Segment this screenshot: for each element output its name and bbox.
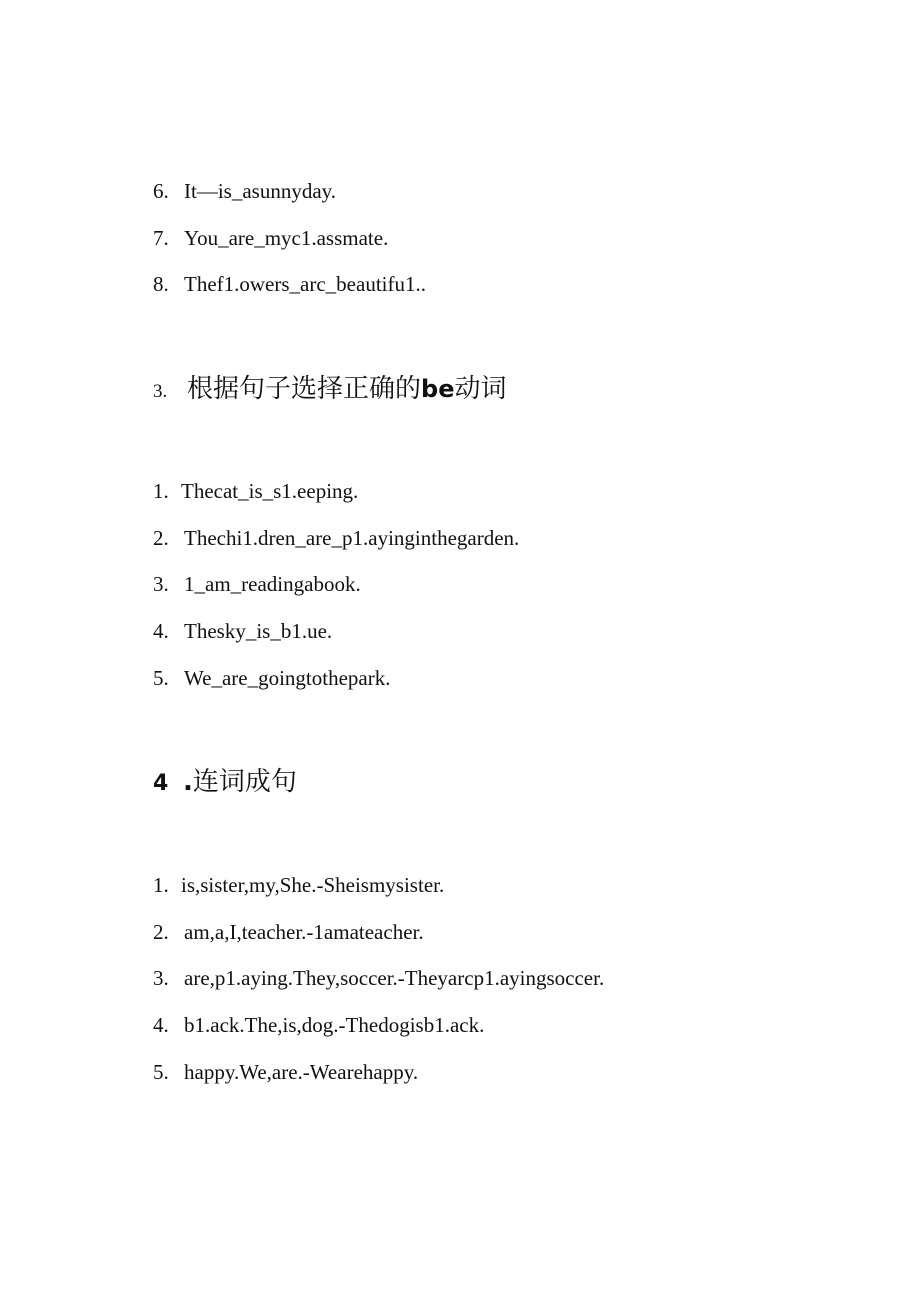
exercise-item — [153, 966, 604, 990]
item-number: 4. — [153, 1013, 169, 1037]
item-text: It—is_asunnyday. — [184, 179, 337, 203]
section-dot: . — [183, 767, 193, 797]
item-number: 2. — [153, 920, 169, 944]
section-title-pre: 根据句子选择正确的 — [187, 374, 422, 404]
item-text: is,sister,my,She.-Sheismysister. — [181, 873, 445, 897]
item-text: are,p1.aying.They,soccer.-Theyarcp1.ayingsoccer. — [184, 966, 605, 990]
item-number: 1. — [153, 479, 169, 503]
section-number: 4 — [153, 771, 169, 796]
item-text: happy.We,are.-Wearehappy. — [184, 1060, 419, 1084]
item-text: Thecat_is_s1.eeping. — [181, 479, 359, 503]
item-text: Thechi1.dren_are_p1.ayinginthegarden. — [184, 526, 520, 550]
exercise-item — [153, 226, 388, 250]
item-number: 8. — [153, 272, 169, 296]
item-number: 5. — [153, 666, 169, 690]
item-text: 1_am_readingabook. — [184, 572, 361, 596]
item-text: Thef1.owers_arc_beautifu1.. — [184, 272, 426, 296]
exercise-item — [153, 619, 332, 643]
exercise-item — [153, 873, 444, 897]
section-title-post: 动词 — [454, 374, 507, 404]
item-text: b1.ack.The,is,dog.-Thedogisb1.ack. — [184, 1013, 485, 1037]
exercise-item — [153, 666, 390, 690]
item-number: 3. — [153, 572, 169, 596]
section-number: 3. — [153, 381, 168, 402]
item-number: 6. — [153, 179, 169, 203]
item-text: We_are_goingtothepark. — [184, 666, 391, 690]
section-heading — [153, 765, 297, 803]
exercise-item — [153, 572, 361, 596]
item-number: 3. — [153, 966, 169, 990]
exercise-item — [153, 920, 424, 944]
section-title: 连词成句 — [192, 767, 297, 797]
item-text: You_are_myc1.assmate. — [184, 226, 389, 250]
item-number: 5. — [153, 1060, 169, 1084]
exercise-item — [153, 179, 336, 203]
exercise-item — [153, 272, 426, 296]
exercise-item — [153, 1013, 484, 1037]
item-number: 1. — [153, 873, 169, 897]
item-text: am,a,I,teacher.-1amateacher. — [184, 920, 424, 944]
item-number: 2. — [153, 526, 169, 550]
section-heading — [153, 372, 507, 410]
exercise-item — [153, 479, 358, 503]
exercise-item — [153, 526, 519, 550]
item-number: 7. — [153, 226, 169, 250]
exercise-item — [153, 1060, 418, 1084]
item-number: 4. — [153, 619, 169, 643]
item-text: Thesky_is_b1.ue. — [184, 619, 333, 643]
section-title-be: be — [421, 375, 455, 403]
